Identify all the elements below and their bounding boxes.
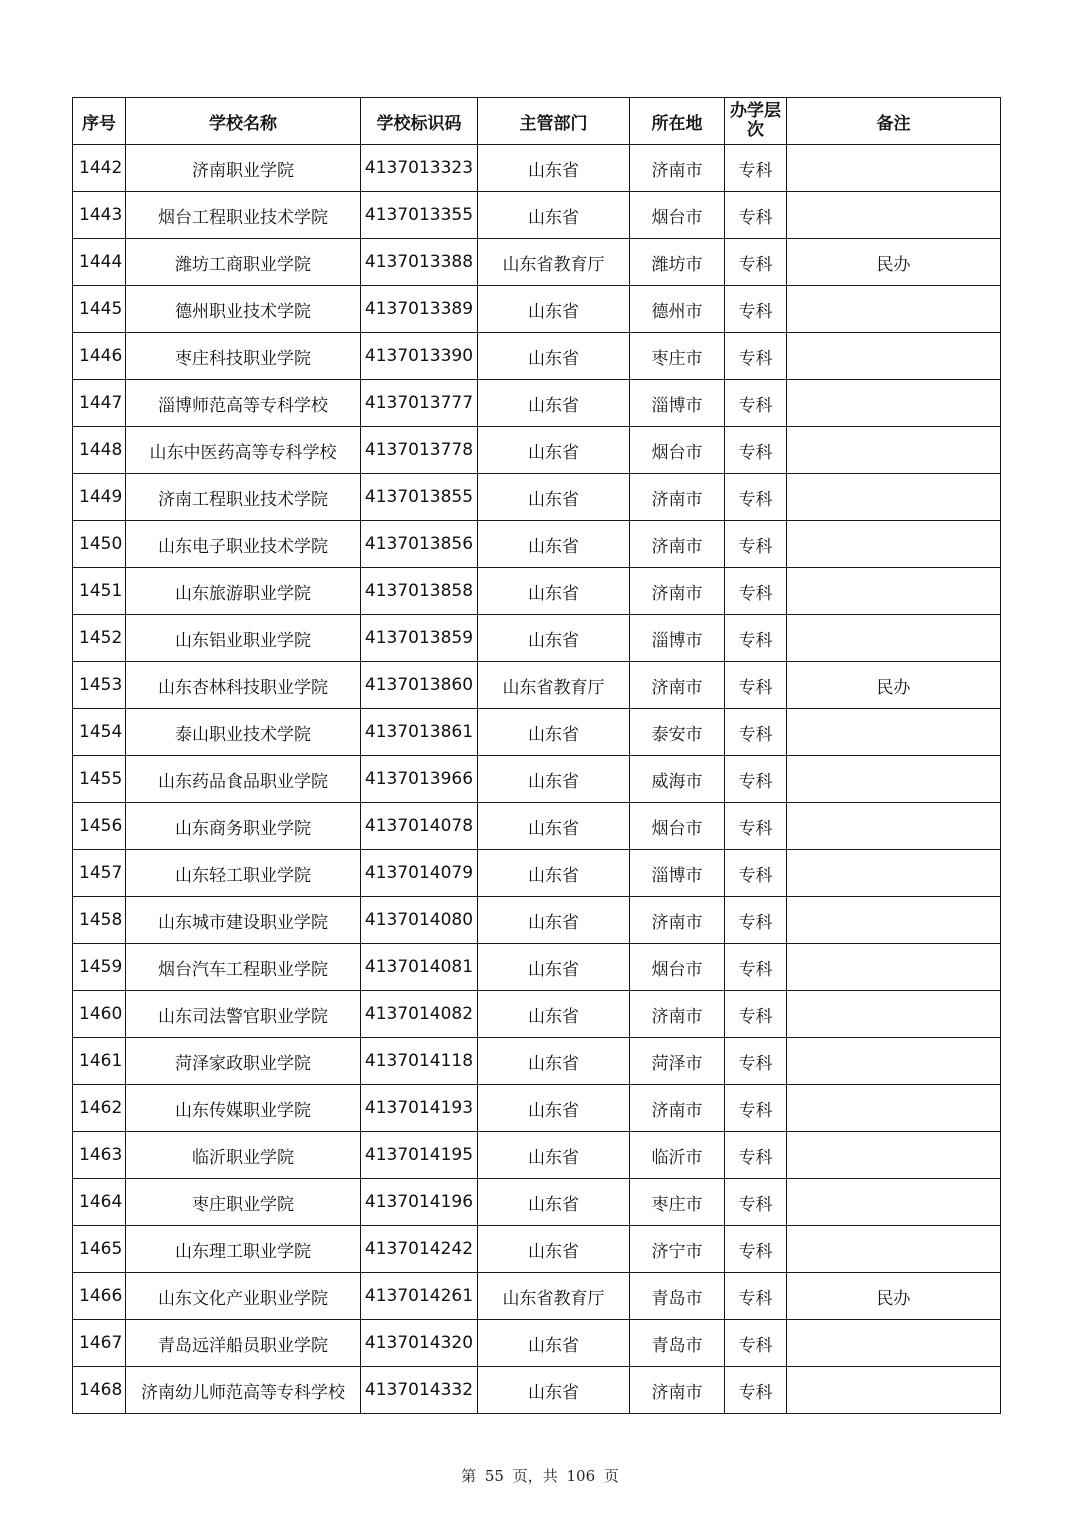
cell-index: 1465 — [73, 1226, 126, 1273]
cell-remark — [787, 427, 1001, 474]
cell-authority: 山东省教育厅 — [478, 239, 630, 286]
cell-school-name: 山东商务职业学院 — [126, 803, 361, 850]
cell-authority: 山东省 — [478, 709, 630, 756]
cell-school-code: 4137013777 — [361, 380, 478, 427]
cell-level: 专科 — [725, 427, 787, 474]
cell-school-name: 山东理工职业学院 — [126, 1226, 361, 1273]
cell-authority: 山东省 — [478, 1226, 630, 1273]
table-row — [73, 1132, 1001, 1179]
cell-remark: 民办 — [787, 662, 1001, 709]
cell-level: 专科 — [725, 991, 787, 1038]
cell-school-name: 烟台工程职业技术学院 — [126, 192, 361, 239]
cell-remark — [787, 1320, 1001, 1367]
table-row — [73, 1320, 1001, 1367]
table-row — [73, 662, 1001, 709]
cell-authority: 山东省 — [478, 615, 630, 662]
table-row — [73, 615, 1001, 662]
cell-school-code: 4137013388 — [361, 239, 478, 286]
table-row — [73, 1179, 1001, 1226]
cell-school-name: 青岛远洋船员职业学院 — [126, 1320, 361, 1367]
table-row — [73, 192, 1001, 239]
cell-level: 专科 — [725, 145, 787, 192]
cell-school-code: 4137013389 — [361, 286, 478, 333]
table-row — [73, 145, 1001, 192]
table-row — [73, 803, 1001, 850]
cell-level: 专科 — [725, 380, 787, 427]
cell-remark — [787, 803, 1001, 850]
table-row — [73, 286, 1001, 333]
cell-school-name: 山东铝业职业学院 — [126, 615, 361, 662]
cell-location: 烟台市 — [630, 427, 725, 474]
cell-school-name: 山东药品食品职业学院 — [126, 756, 361, 803]
cell-authority: 山东省 — [478, 1367, 630, 1414]
header-location: 所在地 — [630, 98, 725, 145]
cell-level: 专科 — [725, 333, 787, 380]
cell-authority: 山东省教育厅 — [478, 662, 630, 709]
cell-school-code: 4137013355 — [361, 192, 478, 239]
cell-index: 1455 — [73, 756, 126, 803]
table-row — [73, 897, 1001, 944]
header-level: 办学层次 — [725, 98, 787, 145]
cell-remark — [787, 192, 1001, 239]
cell-remark — [787, 474, 1001, 521]
cell-school-code: 4137014320 — [361, 1320, 478, 1367]
cell-index: 1453 — [73, 662, 126, 709]
cell-index: 1457 — [73, 850, 126, 897]
cell-level: 专科 — [725, 803, 787, 850]
cell-school-name: 泰山职业技术学院 — [126, 709, 361, 756]
cell-location: 烟台市 — [630, 803, 725, 850]
cell-school-code: 4137014082 — [361, 991, 478, 1038]
cell-school-name: 山东传媒职业学院 — [126, 1085, 361, 1132]
cell-school-name: 山东文化产业职业学院 — [126, 1273, 361, 1320]
page-footer: 第 55 页，共 106 页 — [461, 1467, 619, 1485]
cell-school-code: 4137013861 — [361, 709, 478, 756]
cell-school-name: 潍坊工商职业学院 — [126, 239, 361, 286]
cell-level: 专科 — [725, 1038, 787, 1085]
cell-school-code: 4137013855 — [361, 474, 478, 521]
cell-level: 专科 — [725, 897, 787, 944]
table-row — [73, 991, 1001, 1038]
cell-location: 菏泽市 — [630, 1038, 725, 1085]
cell-location: 临沂市 — [630, 1132, 725, 1179]
cell-school-code: 4137013858 — [361, 568, 478, 615]
cell-index: 1461 — [73, 1038, 126, 1085]
cell-school-code: 4137014196 — [361, 1179, 478, 1226]
cell-index: 1464 — [73, 1179, 126, 1226]
cell-index: 1459 — [73, 944, 126, 991]
cell-remark — [787, 145, 1001, 192]
cell-authority: 山东省 — [478, 944, 630, 991]
cell-school-code: 4137013390 — [361, 333, 478, 380]
cell-remark — [787, 568, 1001, 615]
cell-location: 淄博市 — [630, 850, 725, 897]
cell-level: 专科 — [725, 615, 787, 662]
cell-index: 1467 — [73, 1320, 126, 1367]
cell-authority: 山东省 — [478, 1179, 630, 1226]
cell-remark: 民办 — [787, 239, 1001, 286]
cell-location: 泰安市 — [630, 709, 725, 756]
cell-authority: 山东省 — [478, 756, 630, 803]
cell-location: 威海市 — [630, 756, 725, 803]
cell-school-name: 淄博师范高等专科学校 — [126, 380, 361, 427]
header-school-code: 学校标识码 — [361, 98, 478, 145]
table-body — [73, 145, 1001, 1414]
cell-remark — [787, 286, 1001, 333]
cell-school-code: 4137014081 — [361, 944, 478, 991]
cell-authority: 山东省 — [478, 474, 630, 521]
cell-school-name: 临沂职业学院 — [126, 1132, 361, 1179]
cell-location: 青岛市 — [630, 1273, 725, 1320]
table-row — [73, 427, 1001, 474]
cell-authority: 山东省 — [478, 286, 630, 333]
cell-level: 专科 — [725, 1085, 787, 1132]
cell-school-name: 山东城市建设职业学院 — [126, 897, 361, 944]
table-row — [73, 1038, 1001, 1085]
cell-level: 专科 — [725, 568, 787, 615]
cell-remark — [787, 897, 1001, 944]
cell-school-code: 4137014242 — [361, 1226, 478, 1273]
header-school-name: 学校名称 — [126, 98, 361, 145]
table-row — [73, 1226, 1001, 1273]
header-authority: 主管部门 — [478, 98, 630, 145]
cell-index: 1450 — [73, 521, 126, 568]
cell-remark — [787, 1179, 1001, 1226]
cell-location: 德州市 — [630, 286, 725, 333]
cell-school-code: 4137014079 — [361, 850, 478, 897]
cell-remark — [787, 1085, 1001, 1132]
cell-location: 淄博市 — [630, 380, 725, 427]
table-row — [73, 333, 1001, 380]
cell-level: 专科 — [725, 1320, 787, 1367]
cell-remark: 民办 — [787, 1273, 1001, 1320]
cell-school-name: 山东中医药高等专科学校 — [126, 427, 361, 474]
cell-school-code: 4137014118 — [361, 1038, 478, 1085]
cell-authority: 山东省 — [478, 568, 630, 615]
cell-index: 1445 — [73, 286, 126, 333]
cell-level: 专科 — [725, 1132, 787, 1179]
cell-school-name: 烟台汽车工程职业学院 — [126, 944, 361, 991]
cell-remark — [787, 380, 1001, 427]
cell-remark — [787, 709, 1001, 756]
cell-index: 1452 — [73, 615, 126, 662]
cell-index: 1460 — [73, 991, 126, 1038]
cell-remark — [787, 1226, 1001, 1273]
cell-index: 1442 — [73, 145, 126, 192]
header-index: 序号 — [73, 98, 126, 145]
table-row — [73, 944, 1001, 991]
cell-school-name: 枣庄职业学院 — [126, 1179, 361, 1226]
header-remark: 备注 — [787, 98, 1001, 145]
cell-location: 潍坊市 — [630, 239, 725, 286]
cell-school-code: 4137014193 — [361, 1085, 478, 1132]
cell-index: 1456 — [73, 803, 126, 850]
cell-index: 1449 — [73, 474, 126, 521]
cell-remark — [787, 1132, 1001, 1179]
cell-location: 济南市 — [630, 991, 725, 1038]
table-row — [73, 521, 1001, 568]
school-list-table — [72, 97, 1001, 1414]
cell-school-code: 4137013323 — [361, 145, 478, 192]
cell-location: 枣庄市 — [630, 1179, 725, 1226]
cell-index: 1451 — [73, 568, 126, 615]
cell-location: 济南市 — [630, 474, 725, 521]
table-row — [73, 709, 1001, 756]
table-row — [73, 568, 1001, 615]
cell-location: 枣庄市 — [630, 333, 725, 380]
table-row — [73, 380, 1001, 427]
cell-school-name: 山东电子职业技术学院 — [126, 521, 361, 568]
cell-level: 专科 — [725, 1367, 787, 1414]
cell-index: 1444 — [73, 239, 126, 286]
cell-location: 淄博市 — [630, 615, 725, 662]
cell-location: 济南市 — [630, 568, 725, 615]
cell-school-code: 4137014078 — [361, 803, 478, 850]
cell-school-code: 4137014332 — [361, 1367, 478, 1414]
cell-level: 专科 — [725, 1179, 787, 1226]
cell-authority: 山东省 — [478, 333, 630, 380]
cell-level: 专科 — [725, 286, 787, 333]
cell-level: 专科 — [725, 474, 787, 521]
cell-school-code: 4137014261 — [361, 1273, 478, 1320]
cell-index: 1463 — [73, 1132, 126, 1179]
cell-school-name: 山东司法警官职业学院 — [126, 991, 361, 1038]
cell-remark — [787, 991, 1001, 1038]
cell-index: 1458 — [73, 897, 126, 944]
table-row — [73, 1367, 1001, 1414]
cell-level: 专科 — [725, 756, 787, 803]
cell-school-name: 济南职业学院 — [126, 145, 361, 192]
table-row — [73, 850, 1001, 897]
cell-location: 济南市 — [630, 1367, 725, 1414]
cell-school-name: 济南幼儿师范高等专科学校 — [126, 1367, 361, 1414]
cell-remark — [787, 756, 1001, 803]
cell-location: 济宁市 — [630, 1226, 725, 1273]
cell-authority: 山东省 — [478, 1038, 630, 1085]
cell-level: 专科 — [725, 850, 787, 897]
cell-authority: 山东省 — [478, 897, 630, 944]
cell-location: 济南市 — [630, 897, 725, 944]
cell-remark — [787, 615, 1001, 662]
cell-authority: 山东省 — [478, 803, 630, 850]
cell-authority: 山东省 — [478, 1320, 630, 1367]
cell-authority: 山东省 — [478, 427, 630, 474]
cell-remark — [787, 333, 1001, 380]
cell-authority: 山东省 — [478, 850, 630, 897]
cell-school-name: 枣庄科技职业学院 — [126, 333, 361, 380]
cell-school-name: 山东旅游职业学院 — [126, 568, 361, 615]
table-row — [73, 756, 1001, 803]
cell-remark — [787, 944, 1001, 991]
cell-level: 专科 — [725, 192, 787, 239]
cell-index: 1468 — [73, 1367, 126, 1414]
cell-location: 济南市 — [630, 521, 725, 568]
table-row — [73, 474, 1001, 521]
cell-index: 1448 — [73, 427, 126, 474]
cell-index: 1454 — [73, 709, 126, 756]
table-row — [73, 1273, 1001, 1320]
cell-authority: 山东省 — [478, 192, 630, 239]
cell-index: 1443 — [73, 192, 126, 239]
cell-level: 专科 — [725, 1226, 787, 1273]
cell-authority: 山东省 — [478, 145, 630, 192]
cell-school-name: 菏泽家政职业学院 — [126, 1038, 361, 1085]
cell-level: 专科 — [725, 1273, 787, 1320]
cell-authority: 山东省 — [478, 1085, 630, 1132]
cell-level: 专科 — [725, 239, 787, 286]
cell-remark — [787, 521, 1001, 568]
cell-location: 济南市 — [630, 662, 725, 709]
cell-remark — [787, 1038, 1001, 1085]
cell-school-code: 4137013860 — [361, 662, 478, 709]
cell-school-code: 4137013856 — [361, 521, 478, 568]
cell-school-name: 德州职业技术学院 — [126, 286, 361, 333]
cell-remark — [787, 1367, 1001, 1414]
cell-authority: 山东省 — [478, 991, 630, 1038]
cell-index: 1466 — [73, 1273, 126, 1320]
cell-index: 1446 — [73, 333, 126, 380]
cell-index: 1447 — [73, 380, 126, 427]
cell-school-code: 4137013859 — [361, 615, 478, 662]
cell-remark — [787, 850, 1001, 897]
cell-location: 济南市 — [630, 1085, 725, 1132]
cell-index: 1462 — [73, 1085, 126, 1132]
cell-authority: 山东省教育厅 — [478, 1273, 630, 1320]
cell-school-name: 山东杏林科技职业学院 — [126, 662, 361, 709]
table-row — [73, 239, 1001, 286]
cell-location: 济南市 — [630, 145, 725, 192]
cell-level: 专科 — [725, 944, 787, 991]
cell-authority: 山东省 — [478, 521, 630, 568]
cell-location: 烟台市 — [630, 192, 725, 239]
cell-level: 专科 — [725, 662, 787, 709]
cell-location: 烟台市 — [630, 944, 725, 991]
table-row — [73, 1085, 1001, 1132]
cell-school-code: 4137013778 — [361, 427, 478, 474]
cell-school-name: 济南工程职业技术学院 — [126, 474, 361, 521]
table-header-row — [73, 98, 1001, 145]
cell-school-code: 4137013966 — [361, 756, 478, 803]
cell-level: 专科 — [725, 521, 787, 568]
cell-school-code: 4137014080 — [361, 897, 478, 944]
cell-authority: 山东省 — [478, 380, 630, 427]
cell-authority: 山东省 — [478, 1132, 630, 1179]
cell-location: 青岛市 — [630, 1320, 725, 1367]
cell-school-code: 4137014195 — [361, 1132, 478, 1179]
cell-level: 专科 — [725, 709, 787, 756]
cell-school-name: 山东轻工职业学院 — [126, 850, 361, 897]
